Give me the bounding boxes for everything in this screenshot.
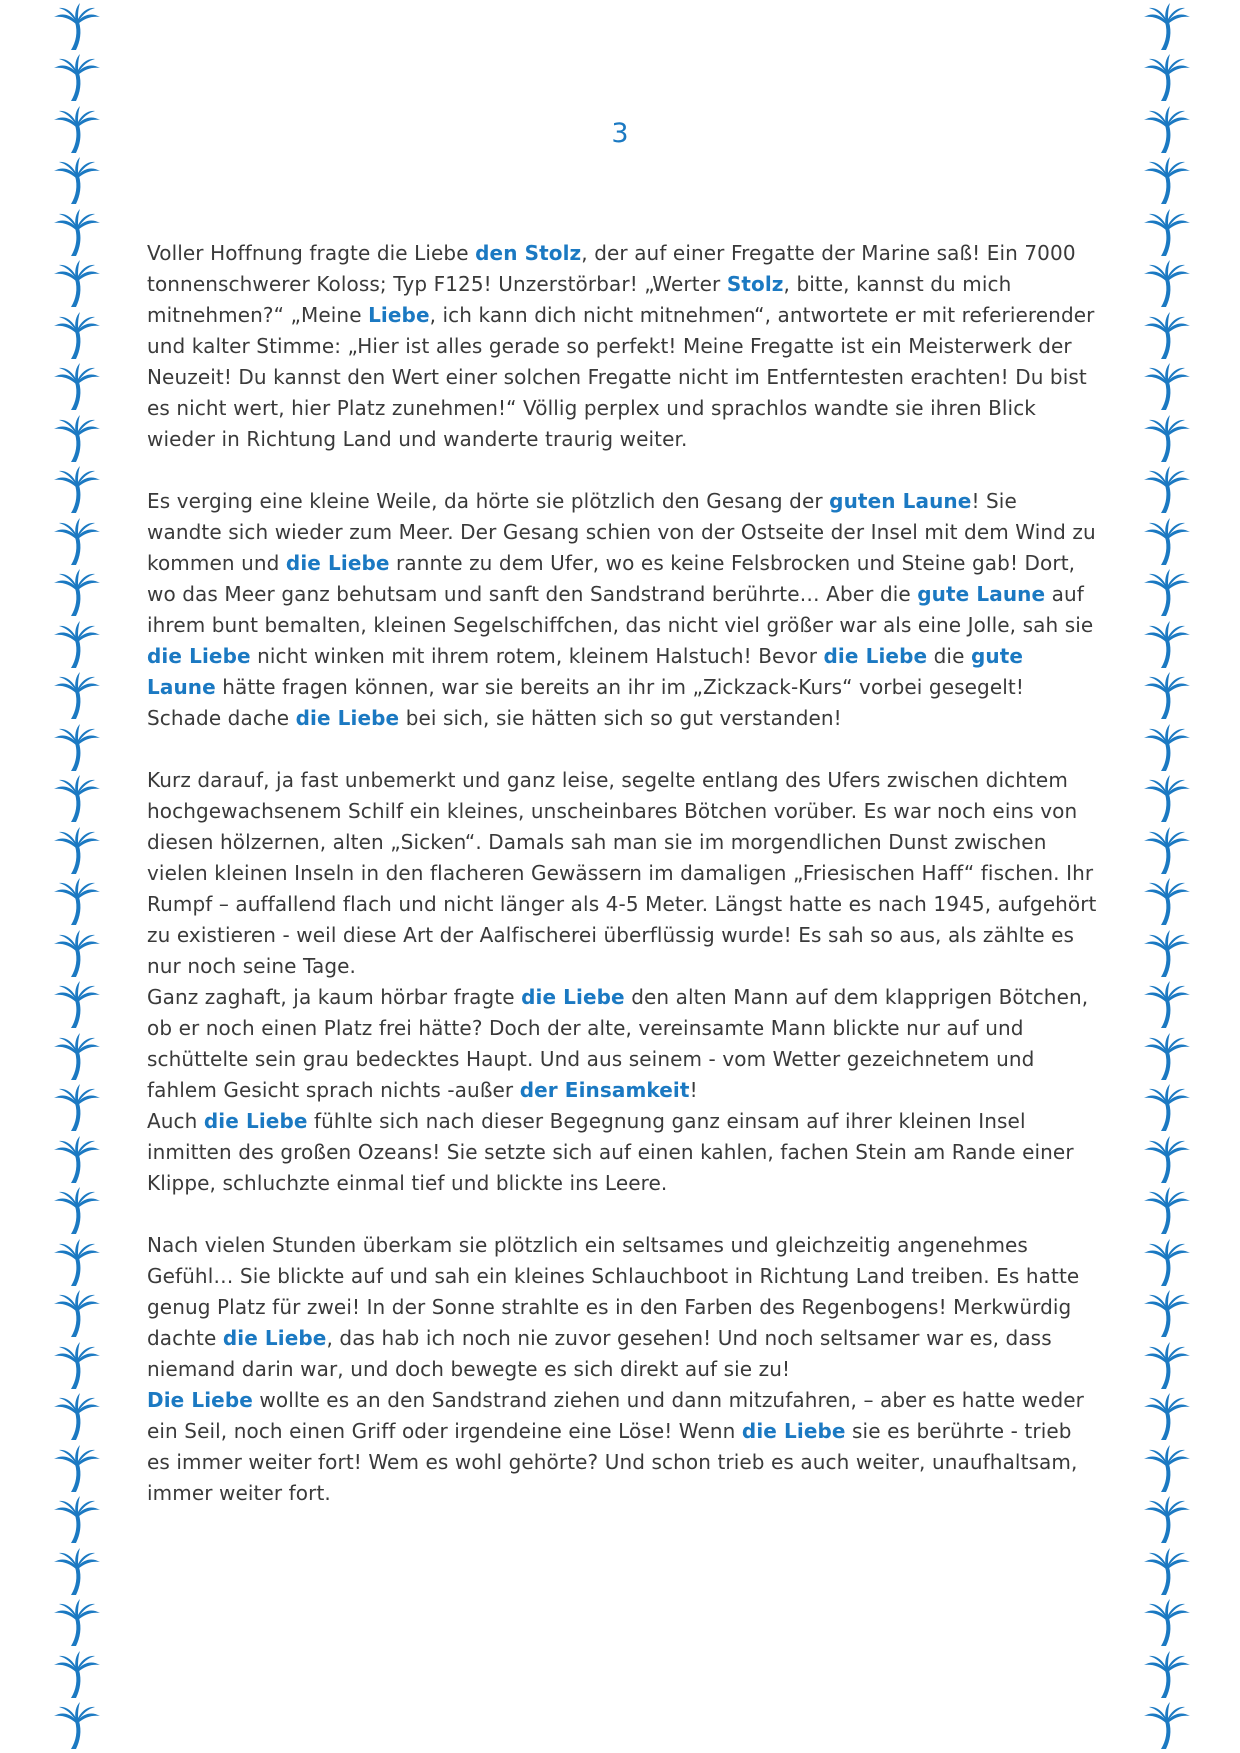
palm-tree-icon [52,465,102,515]
paragraph-line [147,982,1097,1106]
palm-tree-icon [52,774,102,824]
palm-tree-icon [1142,465,1192,515]
palm-tree-icon [52,1701,102,1751]
palm-tree-icon [52,671,102,721]
text-run: ! [689,1078,698,1102]
palm-tree-icon [52,1650,102,1700]
palm-tree-icon [52,53,102,103]
palm-tree-icon [1142,414,1192,464]
palm-tree-icon [52,723,102,773]
page-number: 3 [611,118,629,149]
highlighted-term: die Liebe [823,644,928,668]
palm-tree-icon [1142,1547,1192,1597]
highlighted-term: Die Liebe [147,1388,253,1412]
text-run: die [927,644,971,668]
palm-tree-icon [52,156,102,206]
text-run: sie es berührte - trieb es immer weiter fort! Wem es wohl gehörte? Und schon trieb es auch weiter, unaufhaltsam, immer weiter fort. [147,1419,1078,1505]
palm-tree-icon [1142,723,1192,773]
palm-tree-icon [52,208,102,258]
palm-tree-icon [52,1547,102,1597]
text-run: hätte fragen können, war sie bereits an ihr im „Zickzack-Kurs“ vorbei gesegelt! Schade dache [147,675,1024,730]
paragraph [147,765,1097,1199]
highlighted-term: der Einsamkeit [519,1078,690,1102]
palm-tree-icon [1142,826,1192,876]
text-run: Auch [147,1109,204,1133]
highlighted-term: die Liebe [285,551,390,575]
palm-tree-icon [1142,156,1192,206]
palm-tree-icon [52,1186,102,1236]
palm-tree-icon [1142,1238,1192,1288]
palm-tree-icon [1142,1598,1192,1648]
palm-tree-icon [1142,311,1192,361]
palm-tree-icon [1142,1135,1192,1185]
story-text [147,238,1097,1540]
text-run: bei sich, sie hätten sich so gut verstanden! [399,706,842,730]
palm-tree-icon [1142,517,1192,567]
highlighted-term: die Liebe [521,985,625,1009]
palm-tree-icon [1142,1032,1192,1082]
palm-tree-icon [52,517,102,567]
highlighted-term: die Liebe [222,1326,327,1350]
palm-tree-icon [1142,980,1192,1030]
palm-tree-icon [52,362,102,412]
text-run: wollte es an den Sandstrand ziehen und dann mitzufahren, – aber es hatte weder ein Seil, noch einen Griff oder irgendeine eine Löse! Wenn [147,1388,1084,1443]
palm-tree-icon [52,929,102,979]
text-run: den alten Mann auf dem klapprigen Bötchen, ob er noch einen Platz frei hätte? Doch der alte, vereinsamte Mann blickte nur auf und schüttelte sein grau bedecktes Haupt. Und aus seinem - vom Wetter gezeichnetem und fahlem Gesicht sprach nichts -außer [147,985,1089,1102]
text-run: , der auf einer Fregatte der Marine saß! Ein 7000 tonnenschwerer Koloss; Typ F125! Unzerstörbar! „Werter [147,241,1076,296]
highlighted-term: gute Laune [917,582,1046,606]
text-run: ! Sie wandte sich wieder zum Meer. Der Gesang schien von der Ostseite der Insel mit dem Wind zu kommen und [147,489,1096,575]
text-run: fühlte sich nach dieser Begegnung ganz einsam auf ihrer kleinen Insel inmitten des großen Ozeans! Sie setzte sich auf einen kahlen, fachen Stein am Rande einer Klippe, schluchzte einmal tief und blickte ins Leere. [147,1109,1074,1195]
palm-tree-icon [52,259,102,309]
palm-tree-icon [1142,53,1192,103]
palm-tree-icon [52,1083,102,1133]
palm-tree-icon [52,2,102,52]
palm-tree-icon [52,877,102,927]
palm-tree-icon [52,826,102,876]
palm-tree-icon [1142,671,1192,721]
palm-tree-icon [1142,774,1192,824]
highlighted-term: die Liebe [147,644,251,668]
paragraph [147,238,1097,455]
palm-tree-icon [52,311,102,361]
highlighted-term: die Liebe [295,706,400,730]
palm-tree-icon [1142,929,1192,979]
palm-tree-icon [52,1444,102,1494]
palm-tree-icon [1142,620,1192,670]
text-run: auf ihrem bunt bemalten, kleinen Segelschiffchen, das nicht viel größer war als eine Jolle, sah sie [147,582,1094,637]
highlighted-term: guten Laune [829,489,972,513]
palm-tree-icon [1142,1392,1192,1442]
paragraph-line [147,486,1097,734]
palm-tree-icon [1142,362,1192,412]
palm-tree-icon [52,1495,102,1545]
palm-tree-icon [52,568,102,618]
palm-tree-icon [52,414,102,464]
palm-tree-icon [1142,568,1192,618]
highlighted-term: den Stolz [475,241,582,265]
text-run: rannte zu dem Ufer, wo es keine Felsbrocken und Steine gab! Dort, wo das Meer ganz behutsam und sanft den Sandstrand berührte… Aber die [147,551,1076,606]
palm-tree-icon [52,1392,102,1442]
palm-tree-icon [52,1598,102,1648]
highlighted-term: die Liebe [203,1109,308,1133]
palm-tree-icon [52,980,102,1030]
paragraph-line [147,238,1097,455]
palm-tree-icon [1142,208,1192,258]
paragraph [147,1230,1097,1509]
palm-tree-icon [1142,2,1192,52]
palm-tree-icon [1142,1289,1192,1339]
palm-tree-icon [52,1289,102,1339]
palm-tree-icon [1142,1495,1192,1545]
paragraph-line [147,1106,1097,1199]
text-run: Nach vielen Stunden überkam sie plötzlich ein seltsames und gleichzeitig angenehmes Gefühl… Sie blickte auf und sah ein kleines Schlauchboot in Richtung Land treiben. Es hatte genug Platz für zwei! In der Sonne strahlte es in den Farben des Regenbogens! Merkwürdig dachte [147,1233,1080,1350]
right-palm-border [1135,0,1199,1753]
left-palm-border [45,0,109,1753]
palm-tree-icon [1142,1701,1192,1751]
paragraph-line [147,1230,1097,1385]
palm-tree-icon [1142,1083,1192,1133]
palm-tree-icon [1142,1341,1192,1391]
highlighted-term: die Liebe [741,1419,846,1443]
palm-tree-icon [1142,1186,1192,1236]
text-run: Ganz zaghaft, ja kaum hörbar fragte [147,985,522,1009]
text-run: , bitte, kannst du mich mitnehmen?“ „Meine [147,272,1012,327]
palm-tree-icon [1142,877,1192,927]
text-run: Kurz darauf, ja fast unbemerkt und ganz leise, segelte entlang des Ufers zwischen dichtem hochgewachsenem Schilf ein kleines, unscheinbares Bötchen vorüber. Es war noch eins von diesen hölzernen, alten „Sicken“. Damals sah man sie im morgendlichen Dunst zwischen vielen kleinen Inseln in den flacheren Gewässern im damaligen „Friesischen Haff“ fischen. Ihr Rumpf – auffallend flach und nicht länger als 4-5 Meter. Längst hatte es nach 1945, aufgehört zu existieren - weil diese Art der Aalfischerei überflüssig wurde! Es sah so aus, als zählte es nur noch seine Tage. [147,768,1097,978]
paragraph [147,486,1097,734]
text-run: Voller Hoffnung fragte die Liebe [147,241,476,265]
palm-tree-icon [52,1135,102,1185]
palm-tree-icon [1142,1650,1192,1700]
palm-tree-icon [52,1238,102,1288]
palm-tree-icon [52,1032,102,1082]
highlighted-term: gute Laune [147,644,1024,699]
paragraph-line [147,765,1097,982]
palm-tree-icon [52,1341,102,1391]
highlighted-term: Liebe [368,303,430,327]
text-run: nicht winken mit ihrem rotem, kleinem Halstuch! Bevor [250,644,824,668]
text-run: Es verging eine kleine Weile, da hörte sie plötzlich den Gesang der [147,489,830,513]
palm-tree-icon [52,620,102,670]
highlighted-term: Stolz [726,272,784,296]
text-run: , das hab ich noch nie zuvor gesehen! Und noch seltsamer war es, dass niemand darin war, und doch bewegte es sich direkt auf sie zu! [147,1326,1052,1381]
palm-tree-icon [1142,1444,1192,1494]
palm-tree-icon [1142,259,1192,309]
paragraph-line [147,1385,1097,1509]
text-run: , ich kann dich nicht mitnehmen“, antwortete er mit referierender und kalter Stimme: „Hier ist alles gerade so perfekt! Meine Fregatte ist ein Meisterwerk der Neuzeit! Du kannst den Wert einer solchen Fregatte nicht im Entferntesten erachten! Du bist es nicht wert, hier Platz zunehmen!“ Völlig perplex und sprachlos wandte sie ihren Blick wieder in Richtung Land und wanderte traurig weiter. [147,303,1095,451]
